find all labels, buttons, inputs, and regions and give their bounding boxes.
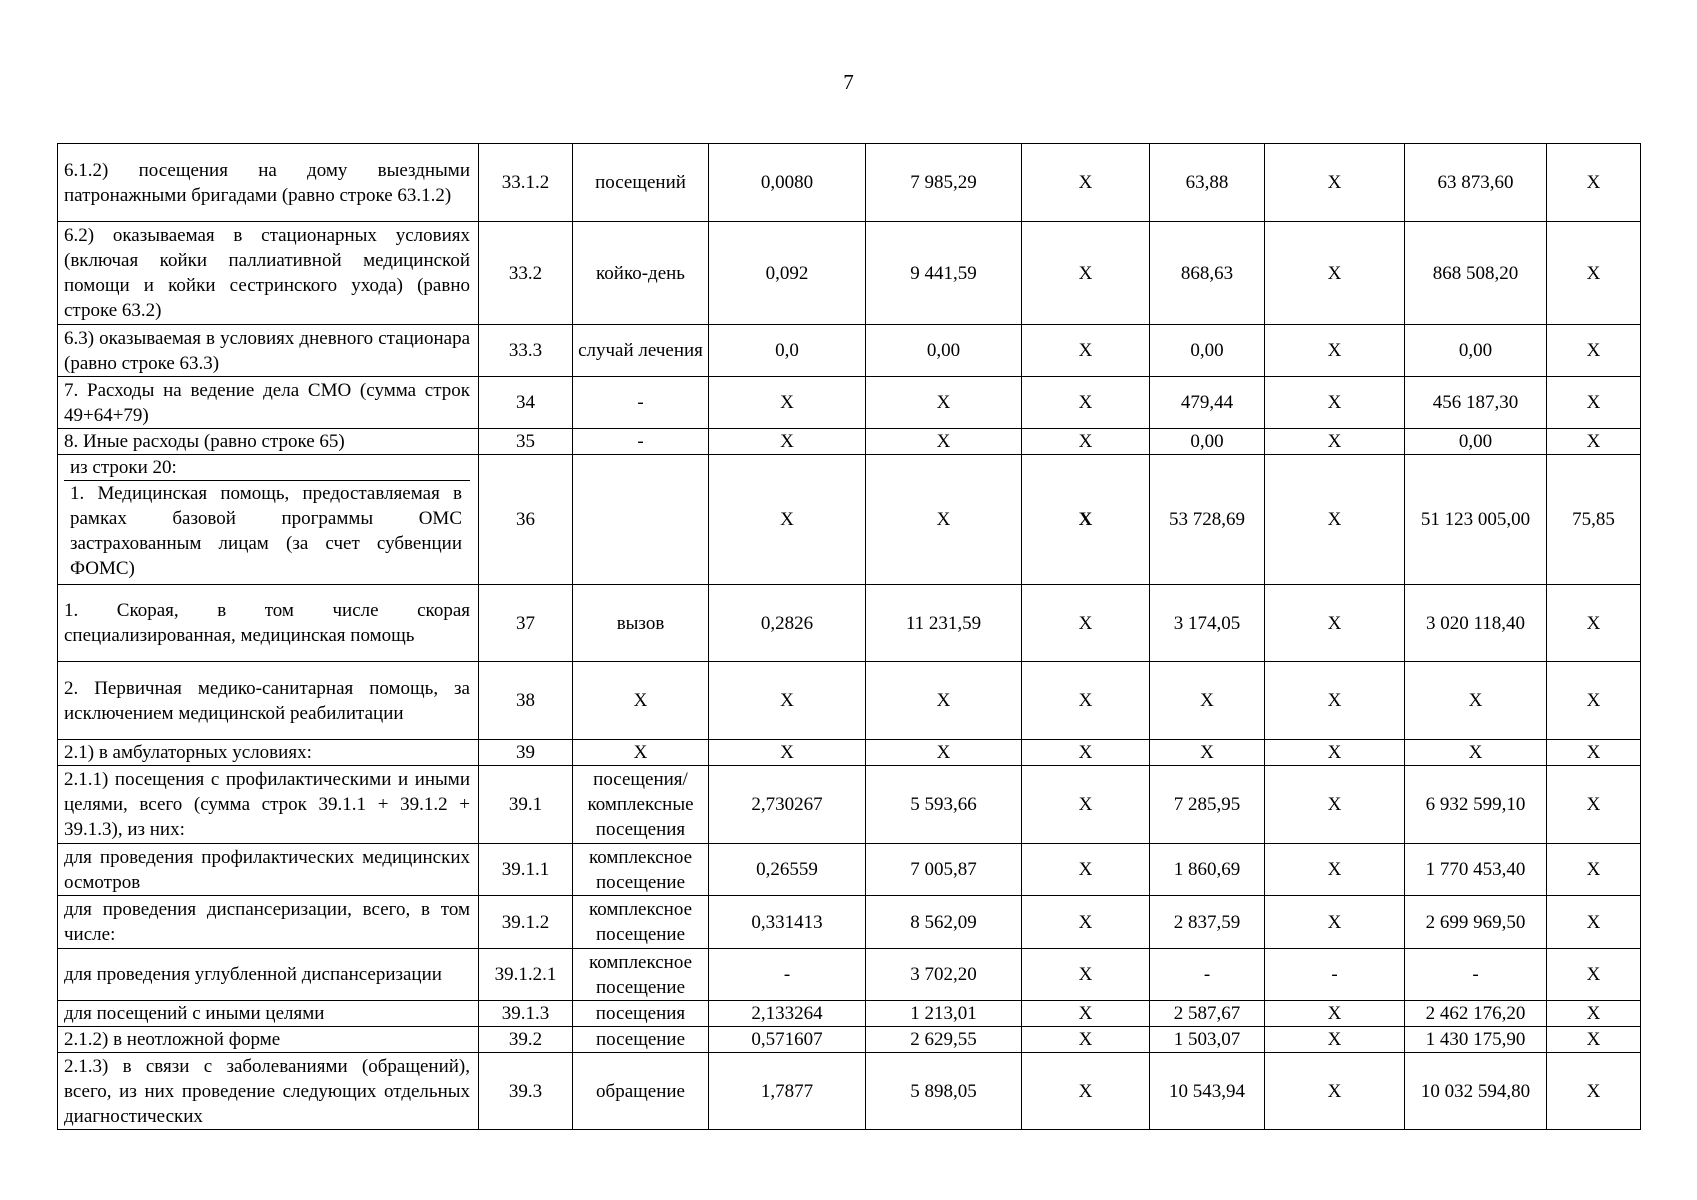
cell-col6: Х (1022, 377, 1150, 429)
cell-col8: - (1265, 949, 1405, 1001)
row-unit: - (573, 429, 709, 455)
row-description: 6.2) оказываемая в стационарных условиях (включая койки паллиативной медицинской помощи и койки сестринского ухода) (равно строке 63.2) (58, 222, 479, 325)
row-code: 39.1.1 (479, 844, 573, 896)
row-code: 39.1.2.1 (479, 949, 573, 1001)
cell-col9: 1 770 453,40 (1405, 844, 1547, 896)
row-description: 6.3) оказываемая в условиях дневного стационара (равно строке 63.3) (58, 325, 479, 377)
cell-col8: Х (1265, 740, 1405, 766)
cell-col7: 479,44 (1150, 377, 1265, 429)
row-unit: комплексное посещение (573, 844, 709, 896)
cell-col9: 6 932 599,10 (1405, 766, 1547, 844)
cell-col5: 9 441,59 (866, 222, 1022, 325)
cell-col9: - (1405, 949, 1547, 1001)
cell-col10: Х (1547, 1053, 1641, 1130)
cell-col4: 0,092 (709, 222, 866, 325)
table-row (58, 1027, 1641, 1053)
cell-col6: Х (1022, 585, 1150, 662)
cell-col6: Х (1022, 455, 1150, 585)
cell-col9: Х (1405, 662, 1547, 740)
row-code: 39.3 (479, 1053, 573, 1130)
row-unit: посещения/ комплексные посещения (573, 766, 709, 844)
row-description: 2.1) в амбулаторных условиях: (58, 740, 479, 766)
cell-col5: 8 562,09 (866, 896, 1022, 949)
row-unit: койко-день (573, 222, 709, 325)
cell-col4: 0,331413 (709, 896, 866, 949)
row-description-text: 1. Медицинская помощь, предоставляемая в рамках базовой программы ОМС застрахованным лицам (за счет субвенции ФОМС) (70, 483, 462, 579)
cell-col10: Х (1547, 949, 1641, 1001)
cell-col8: Х (1265, 896, 1405, 949)
cell-col9: 2 699 969,50 (1405, 896, 1547, 949)
cell-col4: - (709, 949, 866, 1001)
cell-col9: 3 020 118,40 (1405, 585, 1547, 662)
cell-col7: Х (1150, 740, 1265, 766)
cell-col9: 51 123 005,00 (1405, 455, 1547, 585)
row-unit: посещений (573, 144, 709, 222)
row-unit: комплексное посещение (573, 949, 709, 1001)
table-row (58, 662, 1641, 740)
cell-col7: 1 503,07 (1150, 1027, 1265, 1053)
row-unit: посещение (573, 1027, 709, 1053)
row-unit: - (573, 377, 709, 429)
row-unit: Х (573, 740, 709, 766)
cell-col7: 53 728,69 (1150, 455, 1265, 585)
cell-col5: Х (866, 429, 1022, 455)
table-row (58, 1053, 1641, 1130)
row-description (58, 455, 479, 585)
cell-col4: Х (709, 429, 866, 455)
cell-col4: 0,2826 (709, 585, 866, 662)
cell-col8: Х (1265, 1053, 1405, 1130)
cell-col7: 2 837,59 (1150, 896, 1265, 949)
cell-col7: 10 543,94 (1150, 1053, 1265, 1130)
table-row (58, 1001, 1641, 1027)
cell-col10: Х (1547, 1001, 1641, 1027)
row-code: 33.3 (479, 325, 573, 377)
row-code: 33.1.2 (479, 144, 573, 222)
cell-col7: 63,88 (1150, 144, 1265, 222)
cell-col7: Х (1150, 662, 1265, 740)
table-row (58, 222, 1641, 325)
cell-col6: Х (1022, 662, 1150, 740)
row-code: 34 (479, 377, 573, 429)
row-unit: комплексное посещение (573, 896, 709, 949)
cell-col5: Х (866, 662, 1022, 740)
cell-col10: Х (1547, 896, 1641, 949)
cell-col6: Х (1022, 222, 1150, 325)
row-description: для посещений с иными целями (58, 1001, 479, 1027)
cell-col7: - (1150, 949, 1265, 1001)
row-description: для проведения углубленной диспансеризации (58, 949, 479, 1001)
cell-col4: 0,571607 (709, 1027, 866, 1053)
table-row (58, 844, 1641, 896)
row-unit: вызов (573, 585, 709, 662)
cell-col4: 0,26559 (709, 844, 866, 896)
cell-col6: Х (1022, 325, 1150, 377)
cell-col8: Х (1265, 844, 1405, 896)
table-row (58, 766, 1641, 844)
cell-col10: Х (1547, 585, 1641, 662)
row-unit: случай лечения (573, 325, 709, 377)
cell-col6: Х (1022, 1027, 1150, 1053)
cell-col4: Х (709, 377, 866, 429)
cell-col10: Х (1547, 1027, 1641, 1053)
cell-col9: 10 032 594,80 (1405, 1053, 1547, 1130)
cell-col7: 7 285,95 (1150, 766, 1265, 844)
cell-col4: Х (709, 455, 866, 585)
cell-col10: Х (1547, 429, 1641, 455)
row-unit: обращение (573, 1053, 709, 1130)
table-row (58, 325, 1641, 377)
table-row (58, 455, 1641, 585)
table-row (58, 585, 1641, 662)
cell-col8: Х (1265, 377, 1405, 429)
section-subheading: из строки 20: (64, 455, 470, 481)
cell-col10: Х (1547, 144, 1641, 222)
cell-col7: 868,63 (1150, 222, 1265, 325)
cell-col5: 3 702,20 (866, 949, 1022, 1001)
row-code: 37 (479, 585, 573, 662)
cell-col10: Х (1547, 662, 1641, 740)
cell-col5: 7 985,29 (866, 144, 1022, 222)
cell-col4: 0,0 (709, 325, 866, 377)
row-code: 38 (479, 662, 573, 740)
row-unit (573, 455, 709, 585)
table-row (58, 429, 1641, 455)
cell-col4: 1,7877 (709, 1053, 866, 1130)
cell-col7: 3 174,05 (1150, 585, 1265, 662)
cell-col10: Х (1547, 377, 1641, 429)
row-code: 39.1.2 (479, 896, 573, 949)
cell-col6: Х (1022, 896, 1150, 949)
cell-col6: Х (1022, 766, 1150, 844)
table-row (58, 896, 1641, 949)
cell-col4: 2,133264 (709, 1001, 866, 1027)
data-table (57, 143, 1641, 1130)
row-unit: Х (573, 662, 709, 740)
row-description: 8. Иные расходы (равно строке 65) (58, 429, 479, 455)
cell-col9: 1 430 175,90 (1405, 1027, 1547, 1053)
cell-col9: 456 187,30 (1405, 377, 1547, 429)
row-code: 35 (479, 429, 573, 455)
cell-col8: Х (1265, 585, 1405, 662)
cell-col7: 0,00 (1150, 429, 1265, 455)
cell-col6: Х (1022, 844, 1150, 896)
cell-col9: 0,00 (1405, 429, 1547, 455)
cell-col6: Х (1022, 740, 1150, 766)
cell-col8: Х (1265, 1001, 1405, 1027)
cell-col10: Х (1547, 766, 1641, 844)
cell-col7: 2 587,67 (1150, 1001, 1265, 1027)
cell-col6: Х (1022, 144, 1150, 222)
cell-col6: Х (1022, 949, 1150, 1001)
cell-col8: Х (1265, 662, 1405, 740)
row-description: 2.1.2) в неотложной форме (58, 1027, 479, 1053)
row-description: 1. Скорая, в том числе скорая специализированная, медицинская помощь (58, 585, 479, 662)
cell-col5: 2 629,55 (866, 1027, 1022, 1053)
row-unit: посещения (573, 1001, 709, 1027)
cell-col9: 2 462 176,20 (1405, 1001, 1547, 1027)
row-description: 2.1.3) в связи с заболеваниями (обращений), всего, из них проведение следующих отдельных диагностических (58, 1053, 479, 1130)
cell-col8: Х (1265, 144, 1405, 222)
cell-col5: Х (866, 377, 1022, 429)
cell-col9: Х (1405, 740, 1547, 766)
cell-col10: Х (1547, 844, 1641, 896)
cell-col5: 1 213,01 (866, 1001, 1022, 1027)
cell-col4: 0,0080 (709, 144, 866, 222)
row-description: 2.1.1) посещения с профилактическими и иными целями, всего (сумма строк 39.1.1 + 39.1.2 + 39.1.3), из них: (58, 766, 479, 844)
row-code: 39.2 (479, 1027, 573, 1053)
cell-col7: 1 860,69 (1150, 844, 1265, 896)
cell-col9: 63 873,60 (1405, 144, 1547, 222)
cell-col10: Х (1547, 740, 1641, 766)
cell-col5: Х (866, 740, 1022, 766)
cell-col9: 0,00 (1405, 325, 1547, 377)
cell-col6: Х (1022, 1053, 1150, 1130)
cell-col6: Х (1022, 429, 1150, 455)
cell-col5: 7 005,87 (866, 844, 1022, 896)
row-description: 7. Расходы на ведение дела СМО (сумма строк 49+64+79) (58, 377, 479, 429)
cell-col8: Х (1265, 325, 1405, 377)
table-row (58, 949, 1641, 1001)
cell-col10: Х (1547, 222, 1641, 325)
table-row (58, 377, 1641, 429)
row-code: 39.1.3 (479, 1001, 573, 1027)
row-description: для проведения профилактических медицинских осмотров (58, 844, 479, 896)
cell-col9: 868 508,20 (1405, 222, 1547, 325)
row-code: 39.1 (479, 766, 573, 844)
cell-col6: Х (1022, 1001, 1150, 1027)
cell-col5: Х (866, 455, 1022, 585)
row-code: 36 (479, 455, 573, 585)
table-row (58, 740, 1641, 766)
cell-col7: 0,00 (1150, 325, 1265, 377)
row-description: 2. Первичная медико-санитарная помощь, за исключением медицинской реабилитации (58, 662, 479, 740)
cell-col5: 0,00 (866, 325, 1022, 377)
cell-col4: 2,730267 (709, 766, 866, 844)
cell-col5: 5 898,05 (866, 1053, 1022, 1130)
row-description: для проведения диспансеризации, всего, в том числе: (58, 896, 479, 949)
page-number: 7 (843, 70, 854, 94)
table-row (58, 144, 1641, 222)
cell-col5: 5 593,66 (866, 766, 1022, 844)
row-code: 33.2 (479, 222, 573, 325)
cell-col8: Х (1265, 1027, 1405, 1053)
cell-col5: 11 231,59 (866, 585, 1022, 662)
row-code: 39 (479, 740, 573, 766)
cell-col10: 75,85 (1547, 455, 1641, 585)
cell-col8: Х (1265, 766, 1405, 844)
cell-col8: Х (1265, 222, 1405, 325)
cell-col4: Х (709, 740, 866, 766)
row-description: 6.1.2) посещения на дому выездными патронажными бригадами (равно строке 63.1.2) (58, 144, 479, 222)
cell-col8: Х (1265, 429, 1405, 455)
cell-col4: Х (709, 662, 866, 740)
cell-col10: Х (1547, 325, 1641, 377)
cell-col8: Х (1265, 455, 1405, 585)
